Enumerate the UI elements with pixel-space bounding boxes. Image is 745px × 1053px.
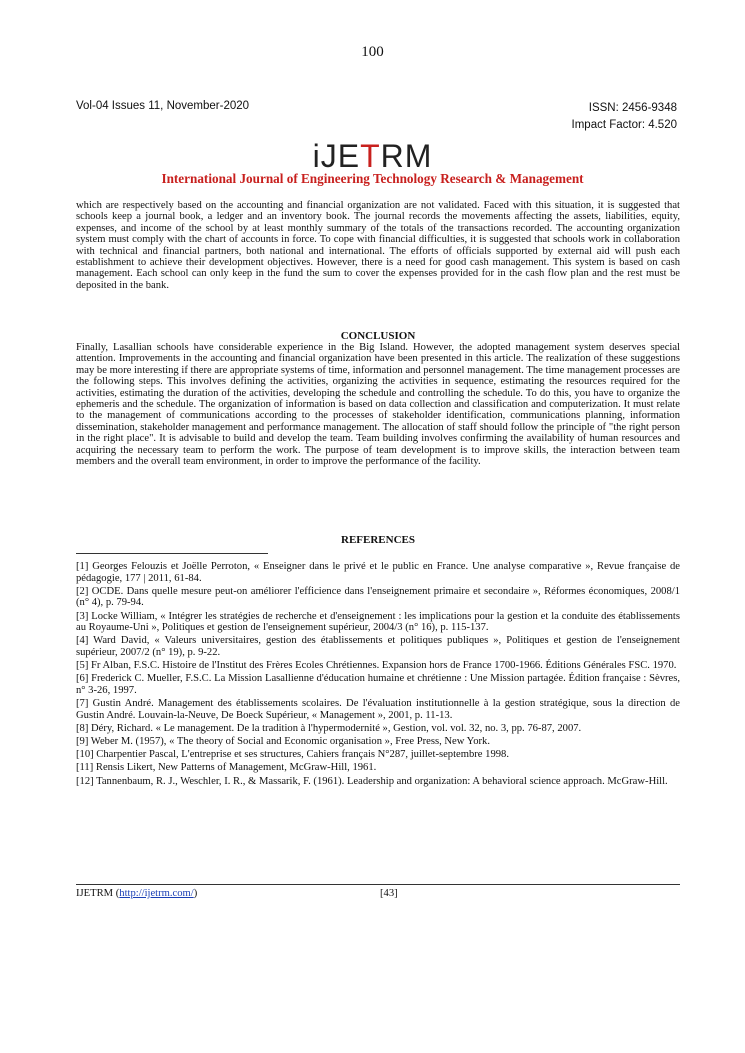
issn: ISSN: 2456-9348 <box>588 102 677 114</box>
reference-item: [11] Rensis Likert, New Patterns of Management, McGraw-Hill, 1961. <box>76 762 377 774</box>
footer-close-paren: ) <box>193 888 198 899</box>
volume-info: Vol-04 Issues 11, November-2020 <box>76 100 250 112</box>
body-paragraph-1: which are respectively based on the accounting and financial organization are not validated. Faced with this situation, it is suggested that schools keep a journal book, a ledger and an inventory book. The journal records the movements affecting the assets, liabilities, equity, expenses, and income of the school by at least monthly summary of the totals of the transactions recorded. The accounting organization system must comply with the chart of accounts in force. To cope with financial difficulties, it is suggested that schools work in collaboration with technical and financial partners, both national and international. The efforts of officials supported by external aid will push each establishment to achieve their development objectives. However, there is a need for good cash management. This system is based on cash management. Each school can only keep in the fund the sum to cover the expenses provided for in the cash flow plan and the rest must be deposited in the bank. <box>76 200 680 291</box>
reference-item: [9] Weber M. (1957), « The theory of Social and Economic organisation », Free Press, New York. <box>76 736 490 748</box>
journal-name: International Journal of Engineering Technology Research & Management <box>161 171 584 186</box>
references-divider <box>76 553 268 554</box>
footer-link[interactable]: http://ijetrm.com/ <box>119 888 194 899</box>
footer-journal-text: IJETRM ( <box>76 888 120 899</box>
references-heading: REFERENCES <box>341 534 415 546</box>
reference-item: [10] Charpentier Pascal, L'entreprise et ses structures, Cahiers français N°287, juillet-septembre 1998. <box>76 749 509 761</box>
reference-item: [2] OCDE. Dans quelle mesure peut-on améliorer l'efficience dans l'enseignement primaire et secondaire », Réformes économiques, 2008/1 (n° 4), p. 79-94. <box>76 585 680 609</box>
conclusion-paragraph: Finally, Lasallian schools have considerable experience in the Big Island. However, the adopted management system deserves special attention. Improvements in the accounting and financial organization have been presented in this article. The realization of these suggestions may be more interesting if there are appropriate systems of time, information and personnel management. The time management processes are the following steps. This involves defining the activities, organizing the activities in sequence, estimating the resources required for the activities, estimating the duration of the activities, developing the schedule and controlling the schedule. To do this, you have to organize the ephemeris and the schedule. The organization of information is based on data collection and classification and computerization. It must relate to the management of communications according to the processes of stakeholder identification, communications planning, information dissemination, stakeholder management and performance management. The allocation of staff should follow the principle of "the right person in the right place". It is advisable to build and develop the team. Team building involves confirming the availability of human resources and acquiring the necessary team to perform the work. The purpose of team development is to improve skills, the interaction between team members and the overall team environment, in order to improve the performance of the facility. <box>76 342 680 468</box>
footer-divider <box>76 884 680 885</box>
reference-item: [5] Fr Alban, F.S.C. Histoire de l'Institut des Frères Ecoles Chrétiennes. Expansion hors de France 1700-1966. Éditions Générales FSC. 1970. <box>76 660 677 672</box>
reference-item: [7] Gustin André. Management des établissements scolaires. De l'évaluation institutionnelle à la gestion stratégique, sous la direction de Gustin André. Louvain-la-Neuve, De Boeck Supérieur, « Management », 2001, p. 11-13. <box>76 698 680 721</box>
reference-item: [6] Frederick C. Mueller, F.S.C. La Mission Lasallienne d'éducation humaine et chrétienne : Une Mission partagée. Édition française : Sèvres, n° 3-26, 1997. <box>76 673 680 696</box>
journal-logo <box>0 138 745 175</box>
reference-list <box>76 561 680 789</box>
logo-text-part3: RM <box>380 138 433 174</box>
reference-item: [1] Georges Felouzis et Joëlle Perroton, « Enseigner dans le privé et le public en France. Une analyse comparative », Revue française de pédagogie, 177 | 2011, 61-84. <box>76 561 680 584</box>
conclusion-heading: CONCLUSION <box>340 330 416 342</box>
reference-item: [12] Tannenbaum, R. J., Weschler, I. R., & Massarik, F. (1961). Leadership and organization: A behavioral science approach. McGraw-Hill. <box>76 775 668 787</box>
logo-text-part1: iJE <box>312 138 361 174</box>
reference-item: [3] Locke William, « Intégrer les stratégies de recherche et d'enseignement : les implications pour la gestion et la conduite des établissements au Royaume-Uni », Politiques et gestion de l'enseignement supérieur, 2004/3 (n° 16), p. 115-137. <box>76 610 680 634</box>
reference-item: [4] Ward David, « Valeurs universitaires, gestion des établissements et politiques publiques », Politiques et gestion de l'enseignement supérieur, 2007/2 (n° 19), p. 9-22. <box>76 635 680 658</box>
footer-journal <box>76 888 197 899</box>
reference-item: [8] Déry, Richard. « Le management. De la tradition à l'hypermodernité », Gestion, vol. vol. 32, no. 3, pp. 76-87, 2007. <box>76 722 582 734</box>
footer-page-number: [43] <box>380 888 398 899</box>
logo-text-part2: T <box>360 138 381 174</box>
issn-block <box>572 100 677 134</box>
impact-factor: Impact Factor: 4.520 <box>571 119 677 131</box>
page-number: 100 <box>361 44 384 60</box>
